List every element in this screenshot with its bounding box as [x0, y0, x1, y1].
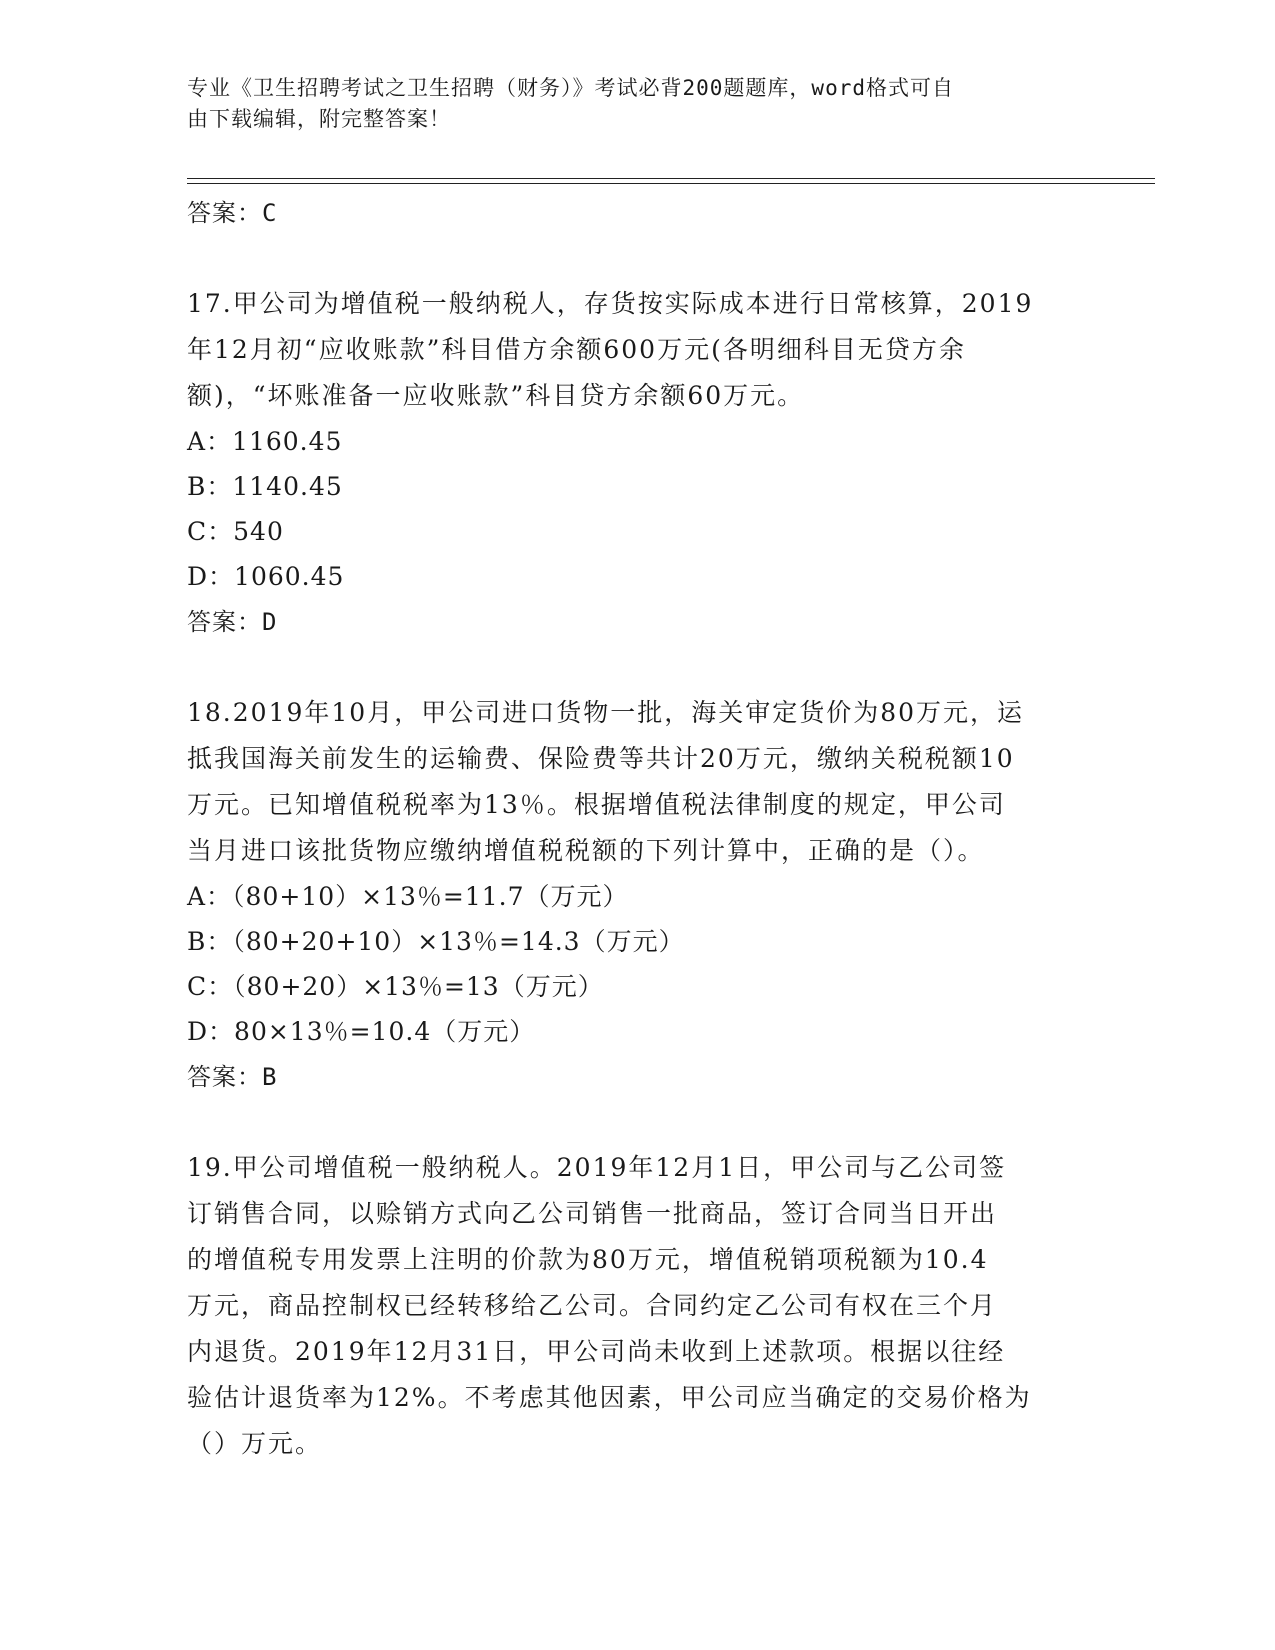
spacer	[187, 645, 1087, 690]
question-stem-line: （）万元。	[187, 1429, 323, 1458]
option-a: A：（80+10）×13％=11.7（万元）	[187, 882, 629, 911]
spacer	[187, 236, 1087, 281]
header-line-2: 由下载编辑，附完整答案！	[187, 107, 451, 131]
question-18	[187, 690, 1087, 1100]
question-stem-line: 的增值税专用发票上注明的价款为80万元，增值税销项税额为10.4	[187, 1245, 989, 1274]
question-stem-line: 万元。已知增值税税率为13％。根据增值税法律制度的规定，甲公司	[187, 790, 1006, 819]
option-d: D：1060.45	[187, 562, 345, 591]
option-b: B：1140.45	[187, 472, 343, 501]
question-stem-line: 当月进口该批货物应缴纳增值税税额的下列计算中，正确的是（）。	[187, 836, 985, 865]
question-stem-line: 万元，商品控制权已经转移给乙公司。合同约定乙公司有权在三个月	[187, 1291, 998, 1320]
question-stem-line: 订销售合同，以赊销方式向乙公司销售一批商品，签订合同当日开出	[187, 1199, 998, 1228]
question-stem-line: 抵我国海关前发生的运输费、保险费等共计20万元，缴纳关税税额10	[187, 744, 1015, 773]
header-line-1: 专业《卫生招聘考试之卫生招聘（财务）》考试必背200题题库，word格式可自	[187, 76, 954, 100]
question-stem-line: 内退货。2019年12月31日，甲公司尚未收到上述款项。根据以往经	[187, 1337, 1006, 1366]
option-c: C：（80+20）×13％=13（万元）	[187, 972, 604, 1001]
answer: 答案：B	[187, 1063, 278, 1091]
question-19	[187, 1145, 1087, 1467]
document-body	[187, 190, 1087, 1467]
option-d: D：80×13％=10.4（万元）	[187, 1017, 536, 1046]
question-stem-line: 18.2019年10月，甲公司进口货物一批，海关审定货价为80万元，运	[187, 698, 1025, 727]
question-stem-line: 17.甲公司为增值税一般纳税人，存货按实际成本进行日常核算，2019	[187, 289, 1034, 318]
question-stem-line: 额)，“坏账准备一应收账款”科目贷方余额60万元。	[187, 381, 805, 410]
option-c: C：540	[187, 517, 284, 546]
header-divider-top	[187, 178, 1155, 179]
spacer	[187, 1100, 1087, 1145]
question-stem-line: 年12月初“应收账款”科目借方余额600万元(各明细科目无贷方余	[187, 335, 966, 364]
question-stem-line: 验估计退货率为12%。不考虑其他因素，甲公司应当确定的交易价格为	[187, 1383, 1032, 1412]
document-header	[187, 73, 1067, 135]
question-stem-line: 19.甲公司增值税一般纳税人。2019年12月1日，甲公司与乙公司签	[187, 1153, 1007, 1182]
header-divider-bottom	[187, 183, 1155, 184]
question-17	[187, 281, 1087, 645]
answer: 答案：D	[187, 608, 278, 636]
option-b: B：（80+20+10）×13％=14.3（万元）	[187, 927, 685, 956]
previous-answer: 答案：C	[187, 199, 278, 227]
option-a: A：1160.45	[187, 427, 343, 456]
